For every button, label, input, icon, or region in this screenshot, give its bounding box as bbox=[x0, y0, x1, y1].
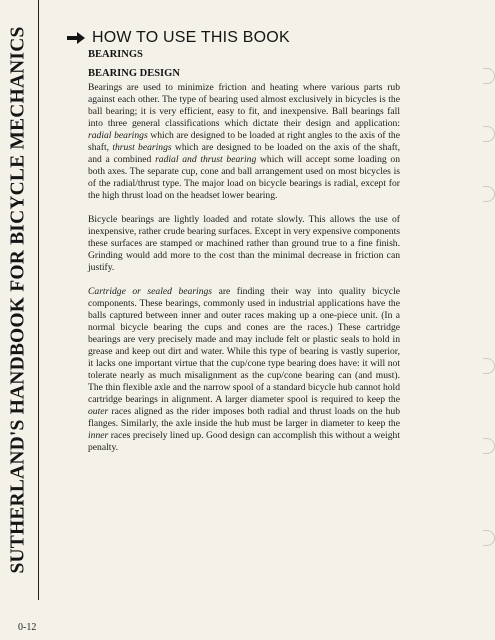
binder-ring bbox=[483, 438, 495, 454]
section-subtitle: BEARING DESIGN bbox=[88, 68, 180, 79]
text-run: Bicycle bearings are lightly loaded and rotate slowly. This allows the use of inexpensive, rather crude bearing surfaces. Except in very expensive components these surfaces are stamped or machined rather than ground true to a fine finish. Grinding would add more to the cost than the minimal decrease in friction can justify. bbox=[88, 214, 400, 273]
page-header bbox=[66, 29, 290, 47]
body-paragraph bbox=[88, 82, 400, 202]
italic-text: thrust bearings bbox=[112, 142, 172, 153]
text-run: Bearings are used to minimize friction and heating where various parts rub against each other. The type of bearing used almost exclusively in bicycles is the ball bearing; it is very efficient, easy to fit, and inexpensive. Ball bearings fall into three general classifications which dictate their design and application: bbox=[88, 82, 400, 129]
right-arrow-icon bbox=[66, 31, 86, 45]
italic-text: outer bbox=[88, 406, 109, 417]
italic-text: radial bearings bbox=[88, 130, 148, 141]
binder-ring bbox=[483, 530, 495, 546]
italic-text: inner bbox=[88, 430, 109, 441]
text-run: races precisely lined up. Good design can accomplish this without a weight penalty. bbox=[88, 430, 400, 453]
header-title: HOW TO USE THIS BOOK bbox=[92, 29, 290, 46]
text-run: which are designed to be loaded at right angles to the axis of the shaft, bbox=[88, 130, 400, 153]
body-text bbox=[88, 82, 400, 466]
binder-ring bbox=[483, 186, 495, 202]
text-run: which are designed to be loaded on the axis of the shaft, and a combined bbox=[88, 142, 400, 165]
italic-text: radial and thrust bearing bbox=[155, 154, 257, 165]
italic-text: Cartridge or sealed bearings bbox=[88, 286, 213, 297]
sidebar-spine bbox=[0, 0, 39, 600]
spine-title-container bbox=[2, 6, 36, 594]
text-run: are finding their way into quality bicycle components. These bearings, commonly used in industrial applications have the balls captured between inner and outer races making up a one-piece unit. (In a normal bicycle bearing the cups and cones are the races.) These cartridge bearings are very precisely made and may include felt or plastic seals to hold in grease and keep out dirt and water. While this type of bearing is vastly superior, it lacks one important virtue that the cup/cone type bearing does have: it will not tolerate nearly as much misalignment as the cup/cone bearing can (and must). The thin flexible axle and the narrow spool of a standard bicycle hub cannot hold cartridge bearings in alignment. A larger diameter spool is required to keep the bbox=[88, 286, 400, 405]
page-number: 0-12 bbox=[18, 622, 37, 633]
binder-ring bbox=[483, 68, 495, 84]
section-title: BEARINGS bbox=[88, 49, 143, 60]
body-paragraph bbox=[88, 286, 400, 454]
text-run: races aligned as the rider imposes both radial and thrust loads on the hub flanges. Similarly, the axle inside the hub must be larger in diameter to keep the bbox=[88, 406, 400, 429]
binder-ring bbox=[483, 126, 495, 142]
spine-title: SUTHERLAND'S HANDBOOK FOR BICYCLE MECHANICS bbox=[8, 26, 29, 574]
body-paragraph bbox=[88, 214, 400, 274]
binder-ring bbox=[483, 358, 495, 374]
text-run: which will accept some loading on both axes. The separate cup, cone and ball arrangement used on most bicycles is of the radial/thrust type. The major load on bicycle bearings is radial, except for the high thrust load on the headset lower bearing. bbox=[88, 154, 400, 201]
